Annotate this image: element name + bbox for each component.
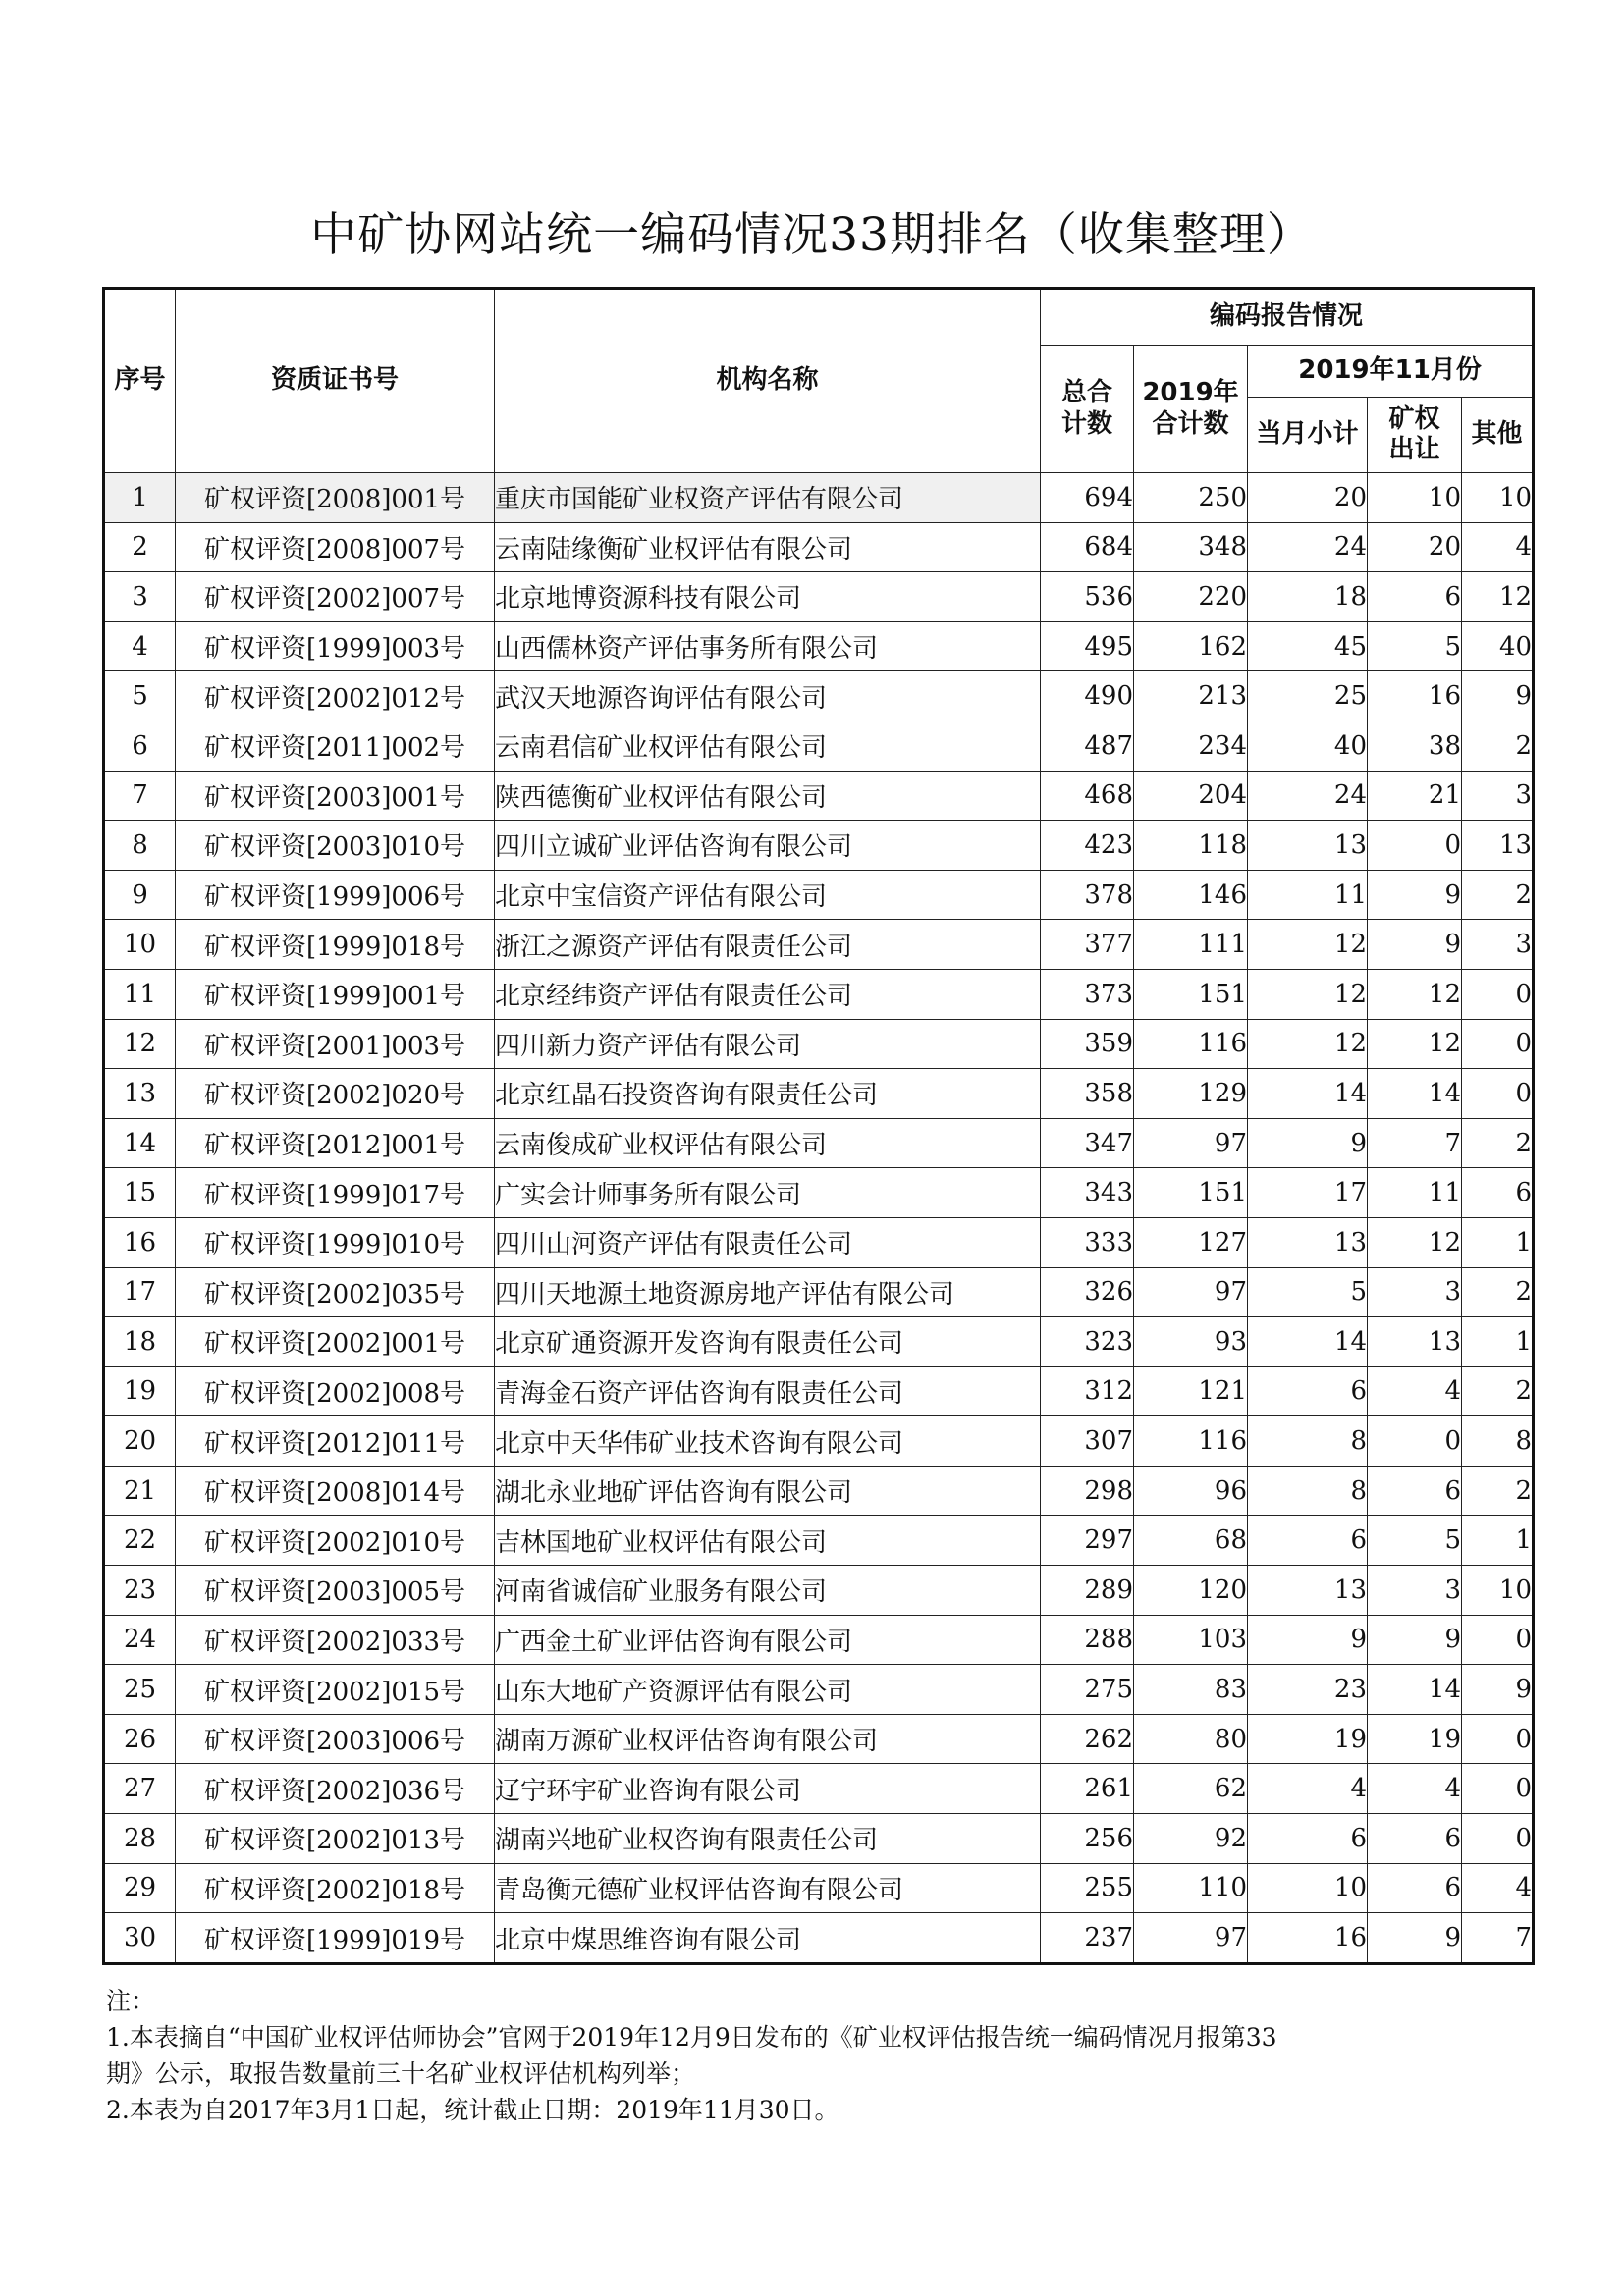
year-total-cell: 220	[1134, 572, 1248, 622]
other-count-cell: 6	[1462, 1168, 1534, 1218]
transfer-count-cell: 3	[1368, 1267, 1462, 1317]
month-subtotal-cell: 18	[1248, 572, 1368, 622]
org-name-cell: 云南君信矿业权评估有限公司	[495, 721, 1041, 771]
other-count-cell: 2	[1462, 1267, 1534, 1317]
total-count-cell: 684	[1041, 522, 1134, 572]
cert-number-cell: 矿权评资[2003]006号	[176, 1714, 495, 1764]
cert-number-cell: 矿权评资[2002]012号	[176, 671, 495, 721]
other-count-cell: 1	[1462, 1516, 1534, 1566]
row-index-cell: 4	[104, 621, 176, 671]
total-count-cell: 288	[1041, 1615, 1134, 1665]
cert-number-cell: 矿权评资[2002]018号	[176, 1863, 495, 1913]
cert-number-cell: 矿权评资[2002]020号	[176, 1069, 495, 1119]
transfer-count-cell: 3	[1368, 1566, 1462, 1616]
month-subtotal-cell: 25	[1248, 671, 1368, 721]
table-row	[104, 1764, 1534, 1814]
transfer-count-cell: 10	[1368, 473, 1462, 523]
other-count-cell: 10	[1462, 473, 1534, 523]
year-total-cell: 348	[1134, 522, 1248, 572]
table-row	[104, 1317, 1534, 1367]
year-total-cell: 118	[1134, 821, 1248, 871]
total-count-cell: 312	[1041, 1366, 1134, 1416]
table-row	[104, 821, 1534, 871]
row-index-cell: 17	[104, 1267, 176, 1317]
other-count-cell: 7	[1462, 1913, 1534, 1964]
org-name-cell: 北京地博资源科技有限公司	[495, 572, 1041, 622]
org-name-cell: 广西金土矿业评估咨询有限公司	[495, 1615, 1041, 1665]
row-index-cell: 12	[104, 1019, 176, 1069]
ranking-table	[102, 287, 1535, 1965]
total-count-cell: 256	[1041, 1814, 1134, 1864]
total-count-cell: 423	[1041, 821, 1134, 871]
transfer-count-cell: 4	[1368, 1366, 1462, 1416]
transfer-count-cell: 21	[1368, 771, 1462, 821]
cert-number-cell: 矿权评资[1999]001号	[176, 969, 495, 1019]
year-total-cell: 97	[1134, 1267, 1248, 1317]
page-title: 中矿协网站统一编码情况33期排名（收集整理）	[310, 208, 1314, 262]
org-name-cell: 吉林国地矿业权评估有限公司	[495, 1516, 1041, 1566]
total-count-cell: 255	[1041, 1863, 1134, 1913]
year-total-cell: 93	[1134, 1317, 1248, 1367]
month-subtotal-cell: 12	[1248, 920, 1368, 970]
total-count-cell: 373	[1041, 969, 1134, 1019]
other-count-cell: 13	[1462, 821, 1534, 871]
org-name-cell: 河南省诚信矿业服务有限公司	[495, 1566, 1041, 1616]
org-name-cell: 北京经纬资产评估有限责任公司	[495, 969, 1041, 1019]
row-index-cell: 24	[104, 1615, 176, 1665]
cert-number-cell: 矿权评资[2008]014号	[176, 1466, 495, 1516]
total-count-cell: 343	[1041, 1168, 1134, 1218]
other-count-cell: 2	[1462, 721, 1534, 771]
total-count-cell: 289	[1041, 1566, 1134, 1616]
year-total-cell: 151	[1134, 969, 1248, 1019]
table-row	[104, 721, 1534, 771]
year-total-cell: 250	[1134, 473, 1248, 523]
cert-number-cell: 矿权评资[2008]001号	[176, 473, 495, 523]
row-index-cell: 13	[104, 1069, 176, 1119]
table-row	[104, 621, 1534, 671]
transfer-count-cell: 16	[1368, 671, 1462, 721]
table-row	[104, 1814, 1534, 1864]
org-name-cell: 四川新力资产评估有限公司	[495, 1019, 1041, 1069]
month-subtotal-cell: 16	[1248, 1913, 1368, 1964]
other-count-cell: 3	[1462, 920, 1534, 970]
row-index-cell: 23	[104, 1566, 176, 1616]
row-index-cell: 7	[104, 771, 176, 821]
cert-number-cell: 矿权评资[2008]007号	[176, 522, 495, 572]
total-count-cell: 490	[1041, 671, 1134, 721]
cert-number-cell: 矿权评资[2003]005号	[176, 1566, 495, 1616]
table-row	[104, 1913, 1534, 1964]
year-total-cell: 129	[1134, 1069, 1248, 1119]
month-subtotal-cell: 13	[1248, 821, 1368, 871]
cert-number-cell: 矿权评资[2002]035号	[176, 1267, 495, 1317]
year-total-cell: 92	[1134, 1814, 1248, 1864]
cert-number-cell: 矿权评资[1999]006号	[176, 870, 495, 920]
month-subtotal-cell: 8	[1248, 1466, 1368, 1516]
other-count-cell: 0	[1462, 1814, 1534, 1864]
transfer-count-cell: 7	[1368, 1118, 1462, 1168]
transfer-count-cell: 9	[1368, 1913, 1462, 1964]
year-total-cell: 97	[1134, 1913, 1248, 1964]
transfer-count-cell: 14	[1368, 1665, 1462, 1715]
total-count-cell: 347	[1041, 1118, 1134, 1168]
month-subtotal-cell: 14	[1248, 1069, 1368, 1119]
total-count-cell: 487	[1041, 721, 1134, 771]
row-index-cell: 3	[104, 572, 176, 622]
table-row	[104, 1069, 1534, 1119]
header-org: 机构名称	[495, 289, 1041, 473]
row-index-cell: 26	[104, 1714, 176, 1764]
transfer-count-cell: 19	[1368, 1714, 1462, 1764]
cert-number-cell: 矿权评资[1999]017号	[176, 1168, 495, 1218]
table-row	[104, 969, 1534, 1019]
total-count-cell: 298	[1041, 1466, 1134, 1516]
table-row	[104, 1168, 1534, 1218]
org-name-cell: 陕西德衡矿业权评估有限公司	[495, 771, 1041, 821]
month-subtotal-cell: 23	[1248, 1665, 1368, 1715]
year-total-cell: 80	[1134, 1714, 1248, 1764]
table-row	[104, 1863, 1534, 1913]
month-subtotal-cell: 9	[1248, 1118, 1368, 1168]
year-total-cell: 110	[1134, 1863, 1248, 1913]
month-subtotal-cell: 6	[1248, 1814, 1368, 1864]
table-row	[104, 1516, 1534, 1566]
notes	[106, 1983, 1540, 2128]
org-name-cell: 北京中煤思维咨询有限公司	[495, 1913, 1041, 1964]
other-count-cell: 2	[1462, 1466, 1534, 1516]
org-name-cell: 北京红晶石投资咨询有限责任公司	[495, 1069, 1041, 1119]
row-index-cell: 20	[104, 1416, 176, 1467]
year-total-cell: 116	[1134, 1019, 1248, 1069]
header-other: 其他	[1462, 398, 1534, 473]
transfer-count-cell: 38	[1368, 721, 1462, 771]
year-total-cell: 121	[1134, 1366, 1248, 1416]
org-name-cell: 武汉天地源咨询评估有限公司	[495, 671, 1041, 721]
row-index-cell: 29	[104, 1863, 176, 1913]
month-subtotal-cell: 5	[1248, 1267, 1368, 1317]
transfer-count-cell: 9	[1368, 870, 1462, 920]
year-total-cell: 111	[1134, 920, 1248, 970]
org-name-cell: 四川立诚矿业评估咨询有限公司	[495, 821, 1041, 871]
cert-number-cell: 矿权评资[2011]002号	[176, 721, 495, 771]
cert-number-cell: 矿权评资[2003]010号	[176, 821, 495, 871]
header-month-group: 2019年11月份	[1248, 346, 1534, 398]
org-name-cell: 浙江之源资产评估有限责任公司	[495, 920, 1041, 970]
transfer-count-cell: 12	[1368, 1019, 1462, 1069]
other-count-cell: 12	[1462, 572, 1534, 622]
table-row	[104, 1019, 1534, 1069]
cert-number-cell: 矿权评资[1999]018号	[176, 920, 495, 970]
other-count-cell: 40	[1462, 621, 1534, 671]
month-subtotal-cell: 4	[1248, 1764, 1368, 1814]
month-subtotal-cell: 24	[1248, 522, 1368, 572]
row-index-cell: 8	[104, 821, 176, 871]
other-count-cell: 2	[1462, 1118, 1534, 1168]
total-count-cell: 468	[1041, 771, 1134, 821]
header-total: 总合计数	[1041, 346, 1134, 473]
month-subtotal-cell: 9	[1248, 1615, 1368, 1665]
cert-number-cell: 矿权评资[2002]015号	[176, 1665, 495, 1715]
total-count-cell: 495	[1041, 621, 1134, 671]
org-name-cell: 山东大地矿产资源评估有限公司	[495, 1665, 1041, 1715]
year-total-cell: 103	[1134, 1615, 1248, 1665]
month-subtotal-cell: 13	[1248, 1566, 1368, 1616]
transfer-count-cell: 9	[1368, 1615, 1462, 1665]
total-count-cell: 359	[1041, 1019, 1134, 1069]
table-body	[104, 473, 1534, 1964]
other-count-cell: 0	[1462, 1764, 1534, 1814]
total-count-cell: 275	[1041, 1665, 1134, 1715]
other-count-cell: 1	[1462, 1217, 1534, 1267]
transfer-count-cell: 13	[1368, 1317, 1462, 1367]
cert-number-cell: 矿权评资[1999]010号	[176, 1217, 495, 1267]
year-total-cell: 213	[1134, 671, 1248, 721]
other-count-cell: 3	[1462, 771, 1534, 821]
total-count-cell: 237	[1041, 1913, 1134, 1964]
table-row	[104, 1416, 1534, 1467]
year-total-cell: 146	[1134, 870, 1248, 920]
table-row	[104, 1217, 1534, 1267]
other-count-cell: 1	[1462, 1317, 1534, 1367]
cert-number-cell: 矿权评资[2002]007号	[176, 572, 495, 622]
month-subtotal-cell: 40	[1248, 721, 1368, 771]
cert-number-cell: 矿权评资[1999]019号	[176, 1913, 495, 1964]
cert-number-cell: 矿权评资[2002]008号	[176, 1366, 495, 1416]
total-count-cell: 261	[1041, 1764, 1134, 1814]
other-count-cell: 2	[1462, 1366, 1534, 1416]
table-row	[104, 1665, 1534, 1715]
transfer-count-cell: 14	[1368, 1069, 1462, 1119]
other-count-cell: 9	[1462, 671, 1534, 721]
month-subtotal-cell: 10	[1248, 1863, 1368, 1913]
other-count-cell: 2	[1462, 870, 1534, 920]
month-subtotal-cell: 6	[1248, 1366, 1368, 1416]
month-subtotal-cell: 14	[1248, 1317, 1368, 1367]
total-count-cell: 307	[1041, 1416, 1134, 1467]
year-total-cell: 120	[1134, 1566, 1248, 1616]
total-count-cell: 326	[1041, 1267, 1134, 1317]
header-month-subtotal: 当月小计	[1248, 398, 1368, 473]
transfer-count-cell: 12	[1368, 1217, 1462, 1267]
header-year-total: 2019年合计数	[1134, 346, 1248, 473]
org-name-cell: 云南陆缘衡矿业权评估有限公司	[495, 522, 1041, 572]
other-count-cell: 0	[1462, 969, 1534, 1019]
note-line-2: 2.本表为自2017年3月1日起，统计截止日期：2019年11月30日。	[106, 2096, 839, 2124]
other-count-cell: 4	[1462, 522, 1534, 572]
row-index-cell: 1	[104, 473, 176, 523]
transfer-count-cell: 5	[1368, 1516, 1462, 1566]
row-index-cell: 6	[104, 721, 176, 771]
header-index: 序号	[104, 289, 176, 473]
transfer-count-cell: 0	[1368, 1416, 1462, 1467]
org-name-cell: 广实会计师事务所有限公司	[495, 1168, 1041, 1218]
transfer-count-cell: 12	[1368, 969, 1462, 1019]
table-row	[104, 771, 1534, 821]
row-index-cell: 9	[104, 870, 176, 920]
header-transfer: 矿权出让	[1368, 398, 1462, 473]
row-index-cell: 16	[104, 1217, 176, 1267]
org-name-cell: 辽宁环宇矿业咨询有限公司	[495, 1764, 1041, 1814]
month-subtotal-cell: 12	[1248, 1019, 1368, 1069]
note-line-1a: 1.本表摘自“中国矿业权评估师协会”官网于2019年12月9日发布的《矿业权评估报告统一编码情况月报第33	[106, 2023, 1277, 2052]
row-index-cell: 15	[104, 1168, 176, 1218]
cert-number-cell: 矿权评资[2002]010号	[176, 1516, 495, 1566]
row-index-cell: 19	[104, 1366, 176, 1416]
row-index-cell: 5	[104, 671, 176, 721]
header-report-group: 编码报告情况	[1041, 289, 1534, 346]
month-subtotal-cell: 11	[1248, 870, 1368, 920]
cert-number-cell: 矿权评资[2002]001号	[176, 1317, 495, 1367]
table-row	[104, 1366, 1534, 1416]
org-name-cell: 青海金石资产评估咨询有限责任公司	[495, 1366, 1041, 1416]
table-row	[104, 671, 1534, 721]
org-name-cell: 山西儒林资产评估事务所有限公司	[495, 621, 1041, 671]
table-row	[104, 1714, 1534, 1764]
month-subtotal-cell: 19	[1248, 1714, 1368, 1764]
notes-heading: 注：	[106, 1987, 156, 2015]
header-cert: 资质证书号	[176, 289, 495, 473]
table-row	[104, 572, 1534, 622]
org-name-cell: 青岛衡元德矿业权评估咨询有限公司	[495, 1863, 1041, 1913]
month-subtotal-cell: 24	[1248, 771, 1368, 821]
transfer-count-cell: 6	[1368, 1466, 1462, 1516]
org-name-cell: 湖南万源矿业权评估咨询有限公司	[495, 1714, 1041, 1764]
transfer-count-cell: 6	[1368, 1863, 1462, 1913]
row-index-cell: 18	[104, 1317, 176, 1367]
total-count-cell: 262	[1041, 1714, 1134, 1764]
cert-number-cell: 矿权评资[1999]003号	[176, 621, 495, 671]
cert-number-cell: 矿权评资[2002]033号	[176, 1615, 495, 1665]
row-index-cell: 30	[104, 1913, 176, 1964]
other-count-cell: 9	[1462, 1665, 1534, 1715]
year-total-cell: 116	[1134, 1416, 1248, 1467]
row-index-cell: 14	[104, 1118, 176, 1168]
year-total-cell: 83	[1134, 1665, 1248, 1715]
total-count-cell: 358	[1041, 1069, 1134, 1119]
month-subtotal-cell: 17	[1248, 1168, 1368, 1218]
cert-number-cell: 矿权评资[2003]001号	[176, 771, 495, 821]
org-name-cell: 北京矿通资源开发咨询有限责任公司	[495, 1317, 1041, 1367]
transfer-count-cell: 5	[1368, 621, 1462, 671]
org-name-cell: 北京中宝信资产评估有限公司	[495, 870, 1041, 920]
other-count-cell: 0	[1462, 1714, 1534, 1764]
org-name-cell: 北京中天华伟矿业技术咨询有限公司	[495, 1416, 1041, 1467]
org-name-cell: 四川天地源土地资源房地产评估有限公司	[495, 1267, 1041, 1317]
org-name-cell: 湖北永业地矿评估咨询有限公司	[495, 1466, 1041, 1516]
other-count-cell: 0	[1462, 1615, 1534, 1665]
transfer-count-cell: 6	[1368, 1814, 1462, 1864]
year-total-cell: 162	[1134, 621, 1248, 671]
month-subtotal-cell: 8	[1248, 1416, 1368, 1467]
total-count-cell: 694	[1041, 473, 1134, 523]
cert-number-cell: 矿权评资[2002]013号	[176, 1814, 495, 1864]
other-count-cell: 10	[1462, 1566, 1534, 1616]
total-count-cell: 378	[1041, 870, 1134, 920]
row-index-cell: 22	[104, 1516, 176, 1566]
transfer-count-cell: 9	[1368, 920, 1462, 970]
total-count-cell: 297	[1041, 1516, 1134, 1566]
transfer-count-cell: 20	[1368, 522, 1462, 572]
other-count-cell: 0	[1462, 1019, 1534, 1069]
table-row	[104, 870, 1534, 920]
table-row	[104, 1466, 1534, 1516]
total-count-cell: 536	[1041, 572, 1134, 622]
year-total-cell: 96	[1134, 1466, 1248, 1516]
other-count-cell: 8	[1462, 1416, 1534, 1467]
org-name-cell: 四川山河资产评估有限责任公司	[495, 1217, 1041, 1267]
cert-number-cell: 矿权评资[2012]011号	[176, 1416, 495, 1467]
table-row	[104, 522, 1534, 572]
other-count-cell: 4	[1462, 1863, 1534, 1913]
year-total-cell: 151	[1134, 1168, 1248, 1218]
other-count-cell: 0	[1462, 1069, 1534, 1119]
total-count-cell: 377	[1041, 920, 1134, 970]
table-row	[104, 1118, 1534, 1168]
month-subtotal-cell: 6	[1248, 1516, 1368, 1566]
total-count-cell: 333	[1041, 1217, 1134, 1267]
transfer-count-cell: 4	[1368, 1764, 1462, 1814]
transfer-count-cell: 6	[1368, 572, 1462, 622]
cert-number-cell: 矿权评资[2012]001号	[176, 1118, 495, 1168]
total-count-cell: 323	[1041, 1317, 1134, 1367]
table-row	[104, 1267, 1534, 1317]
year-total-cell: 68	[1134, 1516, 1248, 1566]
month-subtotal-cell: 45	[1248, 621, 1368, 671]
table-row	[104, 920, 1534, 970]
month-subtotal-cell: 12	[1248, 969, 1368, 1019]
year-total-cell: 204	[1134, 771, 1248, 821]
org-name-cell: 重庆市国能矿业权资产评估有限公司	[495, 473, 1041, 523]
transfer-count-cell: 0	[1368, 821, 1462, 871]
month-subtotal-cell: 20	[1248, 473, 1368, 523]
org-name-cell: 湖南兴地矿业权咨询有限责任公司	[495, 1814, 1041, 1864]
year-total-cell: 62	[1134, 1764, 1248, 1814]
table-row	[104, 473, 1534, 523]
row-index-cell: 2	[104, 522, 176, 572]
cert-number-cell: 矿权评资[2001]003号	[176, 1019, 495, 1069]
table-row	[104, 1566, 1534, 1616]
year-total-cell: 234	[1134, 721, 1248, 771]
row-index-cell: 25	[104, 1665, 176, 1715]
month-subtotal-cell: 13	[1248, 1217, 1368, 1267]
cert-number-cell: 矿权评资[2002]036号	[176, 1764, 495, 1814]
row-index-cell: 11	[104, 969, 176, 1019]
transfer-count-cell: 11	[1368, 1168, 1462, 1218]
table-row	[104, 1615, 1534, 1665]
note-line-1b: 期》公示，取报告数量前三十名矿业权评估机构列举；	[106, 2059, 696, 2088]
row-index-cell: 27	[104, 1764, 176, 1814]
year-total-cell: 127	[1134, 1217, 1248, 1267]
row-index-cell: 28	[104, 1814, 176, 1864]
org-name-cell: 云南俊成矿业权评估有限公司	[495, 1118, 1041, 1168]
row-index-cell: 21	[104, 1466, 176, 1516]
year-total-cell: 97	[1134, 1118, 1248, 1168]
row-index-cell: 10	[104, 920, 176, 970]
